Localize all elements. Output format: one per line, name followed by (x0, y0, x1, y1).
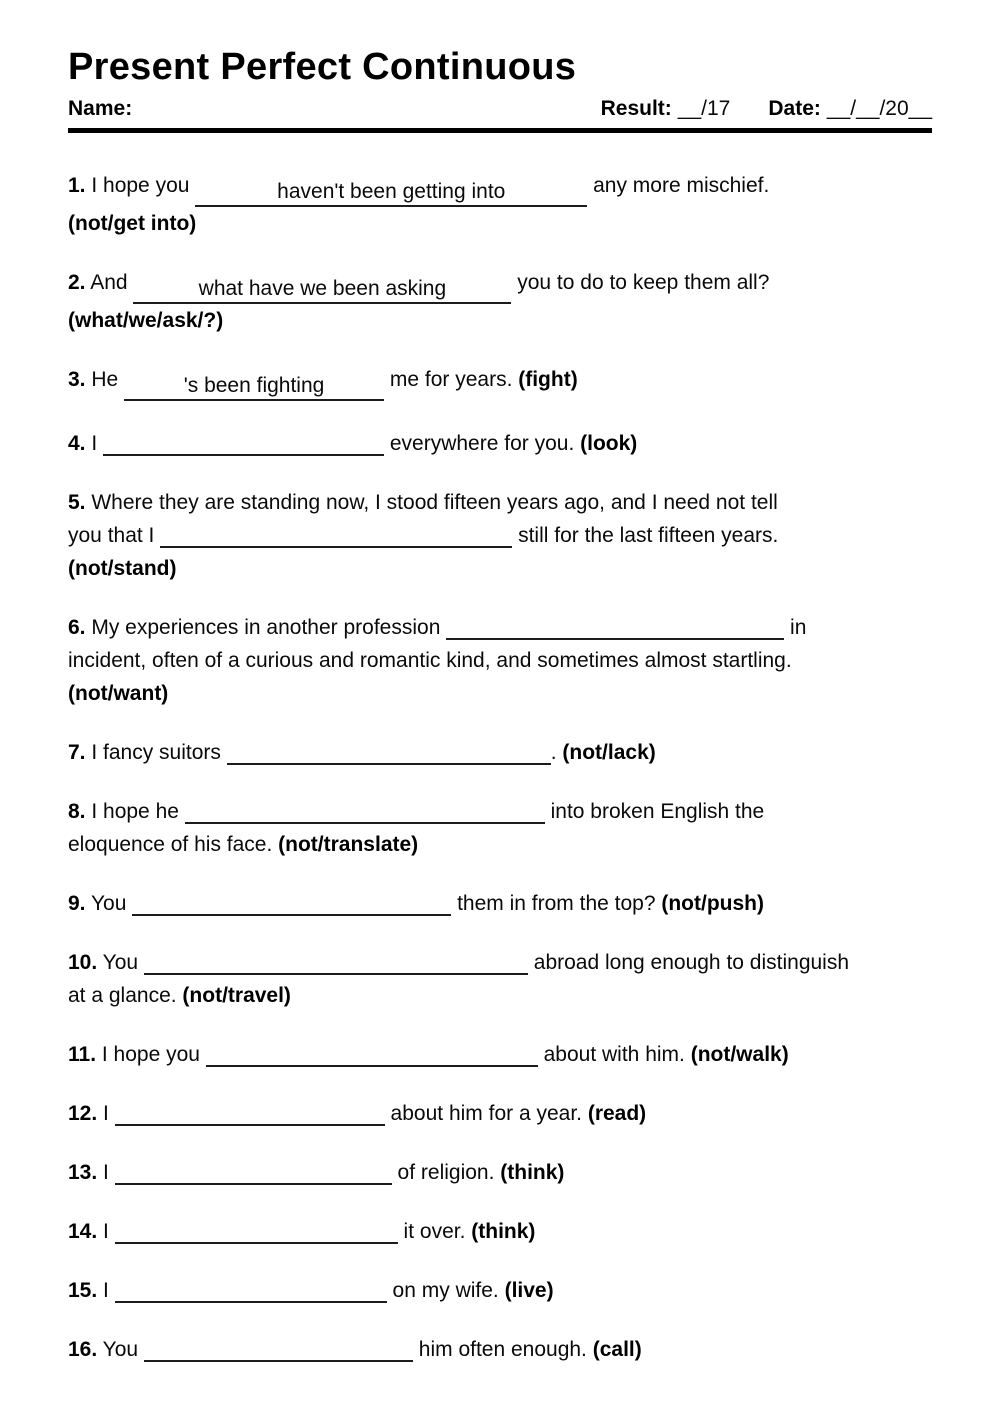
header-divider (68, 128, 932, 133)
questions (68, 169, 932, 1366)
question-item (68, 795, 932, 861)
result-value: __/17 (677, 97, 731, 120)
answer-blank[interactable] (115, 1275, 387, 1303)
question-number: 2. (68, 271, 86, 294)
verb-hint: (look) (580, 432, 638, 455)
question-text: You (97, 1338, 144, 1361)
answer-blank[interactable] (160, 520, 512, 548)
answer-blank[interactable] (115, 1098, 385, 1126)
answer-text: 's been fighting (183, 374, 325, 397)
answer-blank[interactable] (132, 888, 451, 916)
answer-blank[interactable] (115, 1216, 398, 1244)
question-item (68, 1274, 932, 1307)
answer-blank[interactable] (144, 1334, 413, 1362)
question-text: You (97, 951, 144, 974)
verb-hint: (not/stand) (68, 557, 177, 580)
verb-hint: (not/push) (661, 892, 764, 915)
question-item (68, 169, 932, 240)
page-title: Present Perfect Continuous (68, 46, 577, 88)
question-text: me for years. (384, 368, 519, 391)
date-value: __/__/20__ (826, 97, 932, 120)
question-item (68, 486, 932, 585)
answer-blank[interactable] (115, 1157, 392, 1185)
question-number: 4. (68, 432, 86, 455)
verb-hint: (live) (504, 1279, 554, 1302)
question-number: 12. (68, 1102, 98, 1125)
verb-hint: (think) (471, 1220, 536, 1243)
question-text: eloquence of his face. (68, 833, 279, 856)
question-text: it over. (397, 1220, 472, 1243)
question-text: at a glance. (68, 984, 183, 1007)
verb-hint: (not/walk) (690, 1043, 789, 1066)
question-text: of religion. (391, 1161, 501, 1184)
question-text: My experiences in another profession (85, 616, 447, 639)
question-number: 13. (68, 1161, 98, 1184)
question-item (68, 363, 932, 401)
answer-text: haven't been getting into (277, 180, 506, 203)
answer-text: what have we been asking (198, 277, 447, 300)
question-number: 1. (68, 174, 86, 197)
question-text: Where they are standing now, I stood fifteen years ago, and I need not tell (85, 491, 778, 514)
question-number: 9. (68, 892, 86, 915)
question-text: You (85, 892, 133, 915)
question-number: 14. (68, 1220, 98, 1243)
question-text: them in from the top? (451, 892, 662, 915)
question-text: you that I (68, 524, 161, 547)
meta-right-group (601, 96, 932, 122)
question-text: you to do to keep them all? (511, 271, 770, 294)
question-number: 15. (68, 1279, 98, 1302)
answer-blank[interactable] (133, 276, 511, 304)
answer-blank[interactable] (144, 947, 528, 975)
question-item (68, 427, 932, 460)
answer-blank[interactable] (227, 737, 551, 765)
result-label: Result: (600, 97, 672, 120)
verb-hint: (call) (592, 1338, 642, 1361)
question-text: I (97, 1102, 115, 1125)
question-text: I (97, 1220, 115, 1243)
question-text: in (784, 616, 807, 639)
question-number: 16. (68, 1338, 98, 1361)
meta-row (68, 96, 932, 122)
verb-hint: (not/lack) (562, 741, 656, 764)
verb-hint: (read) (587, 1102, 647, 1125)
name-label: Name: (68, 97, 133, 120)
question-text: I (97, 1161, 115, 1184)
question-item (68, 1038, 932, 1071)
date-field (768, 96, 932, 122)
question-item (68, 887, 932, 920)
question-item (68, 1215, 932, 1248)
question-text: incident, often of a curious and romantic kind, and sometimes almost startling. (68, 649, 792, 672)
question-number: 6. (68, 616, 86, 639)
question-text: I (85, 432, 104, 455)
question-number: 10. (68, 951, 98, 974)
question-text: I (97, 1279, 115, 1302)
verb-hint: (think) (500, 1161, 565, 1184)
question-item (68, 611, 932, 710)
question-item (68, 1097, 932, 1130)
question-text: everywhere for you. (384, 432, 581, 455)
question-text: I fancy suitors (85, 741, 227, 764)
name-field (68, 96, 132, 122)
question-text: abroad long enough to distinguish (527, 951, 850, 974)
verb-hint: (not/want) (68, 682, 169, 705)
verb-hint: (not/get into) (68, 212, 197, 235)
verb-hint: (fight) (518, 368, 578, 391)
question-text: I hope he (85, 800, 185, 823)
answer-blank[interactable] (103, 428, 384, 456)
question-number: 5. (68, 491, 86, 514)
verb-hint: (not/travel) (182, 984, 291, 1007)
verb-hint: (what/we/ask/?) (68, 309, 224, 332)
question-item (68, 946, 932, 1012)
result-field (601, 96, 731, 122)
answer-blank[interactable] (185, 796, 545, 824)
answer-blank[interactable] (195, 179, 587, 207)
answer-blank[interactable] (124, 373, 384, 401)
question-text: him often enough. (412, 1338, 593, 1361)
date-label: Date: (768, 97, 821, 120)
question-text: I hope you (85, 174, 196, 197)
question-item (68, 266, 932, 337)
question-item (68, 1156, 932, 1189)
question-number: 3. (68, 368, 86, 391)
question-text: on my wife. (386, 1279, 505, 1302)
answer-blank[interactable] (446, 612, 784, 640)
question-text: about with him. (537, 1043, 691, 1066)
question-number: 8. (68, 800, 86, 823)
question-number: 7. (68, 741, 86, 764)
verb-hint: (not/translate) (278, 833, 419, 856)
question-text: . (550, 741, 563, 764)
answer-blank[interactable] (206, 1039, 538, 1067)
question-text: about him for a year. (384, 1102, 588, 1125)
question-item (68, 736, 932, 769)
question-text: And (85, 271, 134, 294)
question-text: any more mischief. (587, 174, 770, 197)
question-number: 11. (68, 1043, 97, 1066)
question-text: He (85, 368, 125, 391)
question-text: into broken English the (544, 800, 765, 823)
question-item (68, 1333, 932, 1366)
question-text: I hope you (96, 1043, 206, 1066)
question-text: still for the last fifteen years. (512, 524, 779, 547)
